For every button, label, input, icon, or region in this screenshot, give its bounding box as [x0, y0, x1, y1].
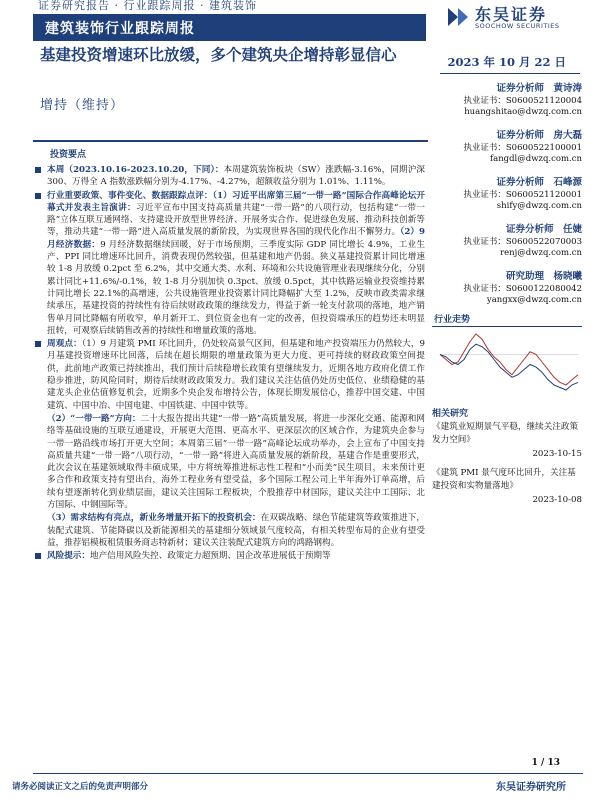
analyst-cert: 执业证书：S0600522100001: [463, 143, 582, 153]
footer-divider: [33, 773, 583, 774]
disclaimer-notice: 请务必阅读正文之后的免责声明部分: [12, 782, 149, 792]
rating: 增持（维持）: [40, 98, 125, 113]
policy-paragraph: [33, 190, 425, 338]
date-divider: [440, 73, 580, 74]
analyst-name: 证券分析师 石峰源: [496, 177, 582, 188]
related-title[interactable]: 《建筑业短期景气平稳，继续关注政策发力空间》: [432, 422, 579, 445]
analyst-list: [430, 80, 582, 315]
paragraph-lead: 本周（2023.10.16-2023.10.20，下同）：: [47, 165, 224, 175]
paragraph-text: 地产信用风险失控、政策定力超预期、国企改革进展低于预期等: [89, 551, 331, 562]
paragraph-text: 习近平宣布中国支持高质量共建“一带一路”的八项行动，包括构建“一带一路”立体互联互通网络、支持建设开放型世界经济、开展务实合作、促进绿色发展、推动科技创新等等，推动共建“一带一路”进入高质量发展的新阶段，为实现世界各国的现代化作出不懈努力。: [47, 202, 425, 238]
analyst-email[interactable]: fangdl@dwzq.com.cn: [489, 154, 582, 164]
paragraph-lead: 行业重要政策、事件变化、数据跟踪点评：（1）习近平出席第三届“一带一路”国际合作高峰论坛开幕式并发表主旨演讲：: [47, 190, 425, 213]
industry-trend-chart: [436, 328, 582, 398]
section-heading: 投资要点: [50, 150, 87, 160]
institute-name: 东吴证券研究所: [496, 782, 566, 793]
analyst-cert: 执业证书：S0600521120004: [463, 96, 582, 106]
bullet-icon: [35, 193, 41, 199]
analyst-email[interactable]: huangshitao@dwzq.com.cn: [464, 107, 582, 117]
logo-text-cn: 东吴证券: [475, 5, 548, 24]
paragraph-lead: 周观点：: [47, 339, 82, 350]
bullet-icon: [35, 341, 41, 347]
analyst-email[interactable]: shify@dwzq.com.cn: [496, 201, 582, 211]
paragraph-text: （1）9 月建筑 PMI 环比回升，仍处较高景气区间，但基建和地产投资端压力仍然较大，9 月基建投资增速环比回落，后续在超长期限的增量政策为更大力度、更可持续的财政政策空间提供，此前地产政策已持续推出，我们预计后续稳增长政策有望继续发力，近期各地方政府化债工作稳步推进，防风险同时，期待后续财政政策发力。我们建议关注估值仍处历史低位、业绩稳健的基建龙头企业估值修复机会，近期多个央企发布增持公告，体现长期发展信心，推荐中国交建、中国建筑、中国中冶、中国电建、中国铁建、中国中铁等。: [47, 339, 425, 411]
related-heading: 相关研究: [432, 409, 469, 419]
analyst-name: 证券分析师 房大磊: [496, 130, 582, 141]
page-number: 1 / 13: [531, 758, 560, 768]
bullet-icon: [35, 553, 41, 559]
header-banner: [33, 14, 426, 41]
logo-text-en: SOOCHOW SECURITIES: [475, 22, 560, 30]
risk-paragraph: [33, 550, 425, 562]
analyst-item: [430, 268, 582, 315]
logo-icon: [445, 4, 471, 30]
report-title: 基建投资增速环比放缓，多个建筑央企增持彰显信心: [40, 45, 397, 64]
analyst-cert: 执业证书：S0600522070003: [463, 237, 582, 247]
analyst-item: [430, 80, 582, 127]
paragraph-text: 本周建筑装饰板块（SW）涨跌幅-3.16%，同期沪深 300、万得全 A 指数涨跌幅分别为-4.17%、-4.27%，超额收益分别为 1.01%、1.11%。: [47, 165, 425, 188]
weekly-view-paragraph: [33, 338, 425, 412]
paragraph-lead: （2）“一带一路”方向：: [47, 413, 141, 424]
related-item[interactable]: [432, 421, 582, 461]
related-date: 2023-10-15: [532, 449, 582, 459]
title-divider: [33, 140, 428, 142]
company-logo: [445, 2, 575, 34]
trend-divider: [432, 326, 582, 327]
paragraph-lead: （2）9 月经济数据：: [47, 227, 425, 250]
chart-series-line-1: [440, 344, 578, 390]
analyst-email[interactable]: yangxx@dwzq.com.cn: [486, 295, 582, 305]
related-title[interactable]: 《建筑 PMI 景气度环比回升，关注基建投资和实物量落地》: [432, 468, 576, 491]
analyst-name: 证券分析师 任婕: [505, 224, 582, 235]
analyst-name: 研究助理 杨晓曦: [505, 271, 582, 282]
paragraph-text: 二十大报告提出共建“一带一路”高质量发展，将进一步深化交通、能源和网络等基础设施的互联互通建设，开展更大范围、更高水平、更深层次的区域合作，为建筑央企参与一带一路沿线市场打开更大空间；本周第三届“一带一路”高峰论坛成功举办，会上宣布了中国支持高质量共建“一带一路”八项行动，“一带一路”将进入高质量发展的新阶段，基建合作是重要形式，此次会议在基建领域取得丰硕成果，中方将统筹推进标志性工程和“小而美”民生项目，未来预计更多合作和政策支持有望出台，海外工程业务有望受益，多个国际工程公司上半年海外订单高增，后续有望逐渐转化到业绩层面，建议关注国际工程板块，个股推荐中材国际，建议关注中工国际、北方国际、中钢国际等。: [47, 413, 425, 511]
report-date: 2023 年 10 月 22 日: [447, 55, 566, 69]
related-item[interactable]: [432, 467, 582, 507]
paragraph-text: 9 月经济数据继续回暖，好于市场预期，三季度实际 GDP 同比增长 4.9%，工业生产、PPI 同比增速环比回升，消费表现仍然较强，但基建和地产仍弱。狭义基建投资累计同比增速较 1-8 月放缓 0.2pct 至 6.2%，其中交通大类、水利、环境和公共设施管理业表现继续分化，分别累计同比+11.6%/-0.1%，较 1-8 月分别加快 0.3pct、放缓 0.5pct，其中铁路运输业投资维持累计同比增长 22.1%的高增速，公共设施管理业投资累计同比降幅扩大至 1.2%，反映市政类需求继续承压，基建投资的持续性有待后续财政政策的继续发力，得益于新一轮支付款项的落地，地产销售单月同比降幅有所收窄，单月新开工、到位资金也有一定的改善，但投资端承压的趋势还未明显扭转，可观察后续销售改善的持续性和增量政策的落地。: [47, 239, 425, 336]
trend-heading: 行业走势: [434, 315, 471, 325]
chart-series-line-0: [440, 334, 578, 385]
paragraph-lead: （3）需求结构有亮点，新业务增量开拓下的投资机会：: [47, 513, 261, 524]
paragraph-text: 在双碳战略、绿色节能建筑等政策推进下，装配式建筑、节能降碳以及新能源相关的基建细分领域景气度较高，有相关转型布局的企业有望受益，推荐铝模板租赁服务商志特新材；建议关注装配式建筑方向的鸿路钢构。: [47, 513, 425, 548]
report-body: [33, 164, 425, 564]
analyst-item: [430, 127, 582, 174]
analyst-cert: 执业证书：S0600521120001: [463, 190, 582, 200]
paragraph-lead: 风险提示：: [47, 551, 90, 562]
analyst-item: [430, 221, 582, 268]
belt-road-paragraph: [33, 413, 425, 511]
summary-paragraph: [33, 164, 425, 189]
banner-title: 建筑装饰行业跟踪周报: [45, 21, 195, 37]
bullet-icon: [35, 167, 41, 173]
demand-paragraph: [33, 512, 425, 549]
analyst-name: 证券分析师 黄诗涛: [496, 83, 582, 94]
report-category: 证券研究报告 · 行业跟踪周报 · 建筑装饰: [38, 0, 257, 12]
analyst-email[interactable]: renj@dwzq.com.cn: [500, 248, 582, 258]
analyst-cert: 执业证书：S0600122080042: [463, 284, 582, 294]
analyst-item: [430, 174, 582, 221]
related-research-list: [432, 421, 582, 513]
related-date: 2023-10-08: [532, 495, 582, 505]
